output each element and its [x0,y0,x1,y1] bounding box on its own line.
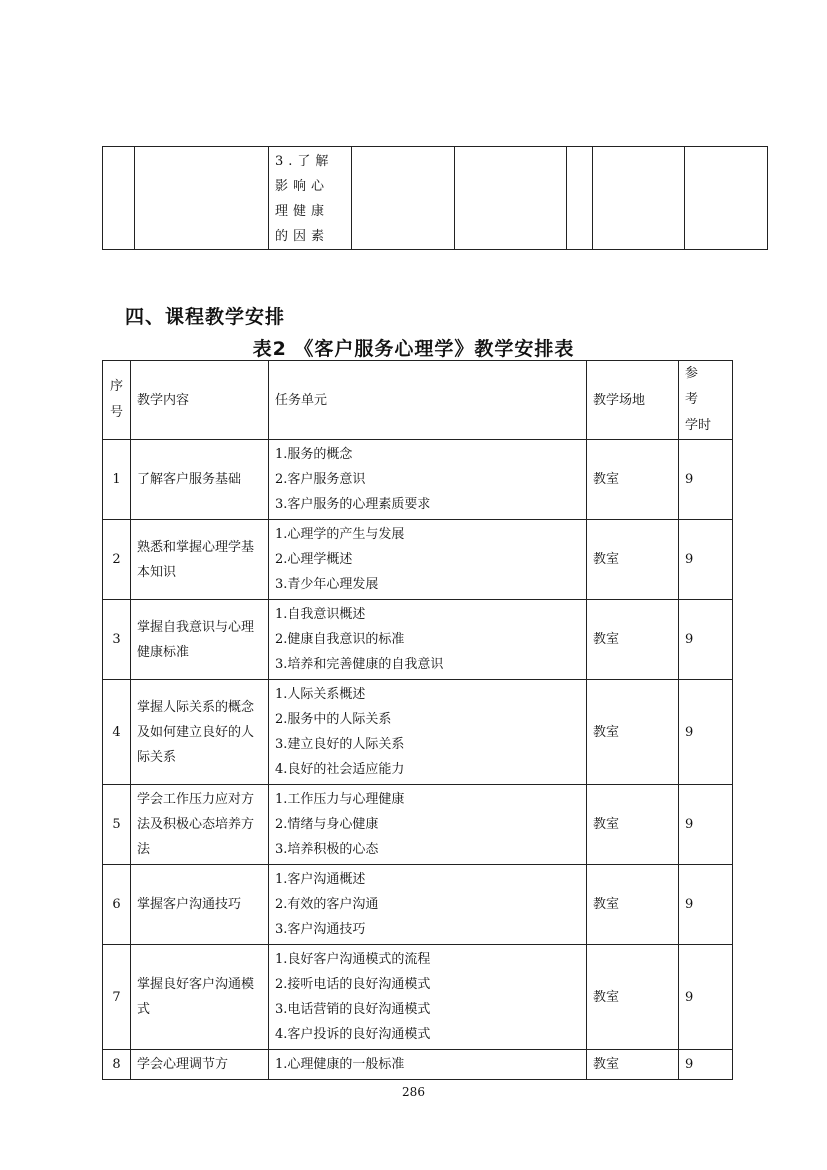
schedule-body [103,440,733,1080]
header-row [103,361,733,440]
row-number: 4 [103,680,131,785]
section-heading: 四、课程教学安排 [125,306,286,328]
schedule-table [102,360,733,1080]
row-content: 掌握人际关系的概念及如何建立良好的人际关系 [131,680,269,785]
row-hours: 9 [679,865,733,945]
row-content: 掌握自我意识与心理健康标准 [131,600,269,680]
row-number: 3 [103,600,131,680]
row-number: 1 [103,440,131,520]
row-tasks [269,785,587,865]
row-venue: 教室 [587,600,679,680]
task-item: 4.客户投诉的良好沟通模式 [275,1027,431,1042]
table-row [103,785,733,865]
page-number: 286 [402,1085,425,1099]
table-cell [593,147,685,250]
task-item: 2.服务中的人际关系 [275,712,392,727]
row-number: 6 [103,865,131,945]
row-tasks [269,440,587,520]
row-number: 5 [103,785,131,865]
task-item: 1.工作压力与心理健康 [275,792,405,807]
task-item: 1.自我意识概述 [275,607,366,622]
header-number-top: 序 [109,379,123,394]
header-hours [679,361,733,440]
task-item: 3.客户服务的心理素质要求 [275,497,431,512]
row-content: 熟悉和掌握心理学基本知识 [131,520,269,600]
row-number: 2 [103,520,131,600]
header-unit: 任务单元 [269,361,587,440]
row-tasks [269,865,587,945]
task-item: 2.情绪与身心健康 [275,817,379,832]
row-number: 8 [103,1050,131,1080]
header-hours-top: 参考 [685,366,708,407]
table-row [103,945,733,1050]
task-item: 3.建立良好的人际关系 [275,737,405,752]
task-item: 3.青少年心理发展 [275,577,379,592]
table-cell [135,147,269,250]
task-item: 2.心理学概述 [275,552,353,567]
table-caption: 表2 《客户服务心理学》教学安排表 [252,338,575,360]
previous-table-row [103,147,768,250]
previous-table-fragment [102,146,768,250]
table-cell [103,147,135,250]
task-item: 1.客户沟通概述 [275,872,366,887]
row-venue: 教室 [587,865,679,945]
table-cell [455,147,567,250]
table-row [103,440,733,520]
row-tasks [269,600,587,680]
task-item: 2.有效的客户沟通 [275,897,379,912]
task-item: 2.接听电话的良好沟通模式 [275,977,431,992]
task-item: 1.心理学的产生与发展 [275,527,405,542]
row-hours: 9 [679,1050,733,1080]
task-item: 4.良好的社会适应能力 [275,762,405,777]
row-hours: 9 [679,600,733,680]
header-hours-bottom: 学时 [685,418,712,433]
table-cell [567,147,593,250]
header-venue: 教学场地 [587,361,679,440]
task-item: 1.服务的概念 [275,447,353,462]
row-hours: 9 [679,945,733,1050]
row-content: 掌握客户沟通技巧 [131,865,269,945]
task-item: 3.电话营销的良好沟通模式 [275,1002,431,1017]
table-row [103,600,733,680]
previous-table-cell-text: 3.了解影响心理健康的因素 [269,147,352,250]
task-item: 1.人际关系概述 [275,687,366,702]
table-row [103,865,733,945]
row-venue: 教室 [587,785,679,865]
row-hours: 9 [679,785,733,865]
row-venue: 教室 [587,440,679,520]
task-item: 1.心理健康的一般标准 [275,1057,405,1072]
row-hours: 9 [679,680,733,785]
task-item: 3.客户沟通技巧 [275,922,366,937]
row-tasks [269,945,587,1050]
row-content: 了解客户服务基础 [131,440,269,520]
row-number: 7 [103,945,131,1050]
table-row [103,520,733,600]
row-venue: 教室 [587,680,679,785]
table-cell [352,147,455,250]
row-venue: 教室 [587,1050,679,1080]
task-item: 2.健康自我意识的标准 [275,632,405,647]
task-item: 3.培养积极的心态 [275,842,379,857]
row-tasks [269,1050,587,1080]
row-venue: 教室 [587,520,679,600]
task-item: 1.良好客户沟通模式的流程 [275,952,431,967]
header-number-bottom: 号 [109,405,123,420]
task-item: 3.培养和完善健康的自我意识 [275,657,444,672]
row-content: 学会心理调节方 [131,1050,269,1080]
table-cell [685,147,768,250]
row-hours: 9 [679,440,733,520]
task-item: 2.客户服务意识 [275,472,366,487]
header-number [103,361,131,440]
row-tasks [269,680,587,785]
table-row [103,680,733,785]
row-hours: 9 [679,520,733,600]
row-tasks [269,520,587,600]
table-row [103,1050,733,1080]
header-content: 教学内容 [131,361,269,440]
row-content: 学会工作压力应对方法及积极心态培养方法 [131,785,269,865]
row-venue: 教室 [587,945,679,1050]
row-content: 掌握良好客户沟通模式 [131,945,269,1050]
